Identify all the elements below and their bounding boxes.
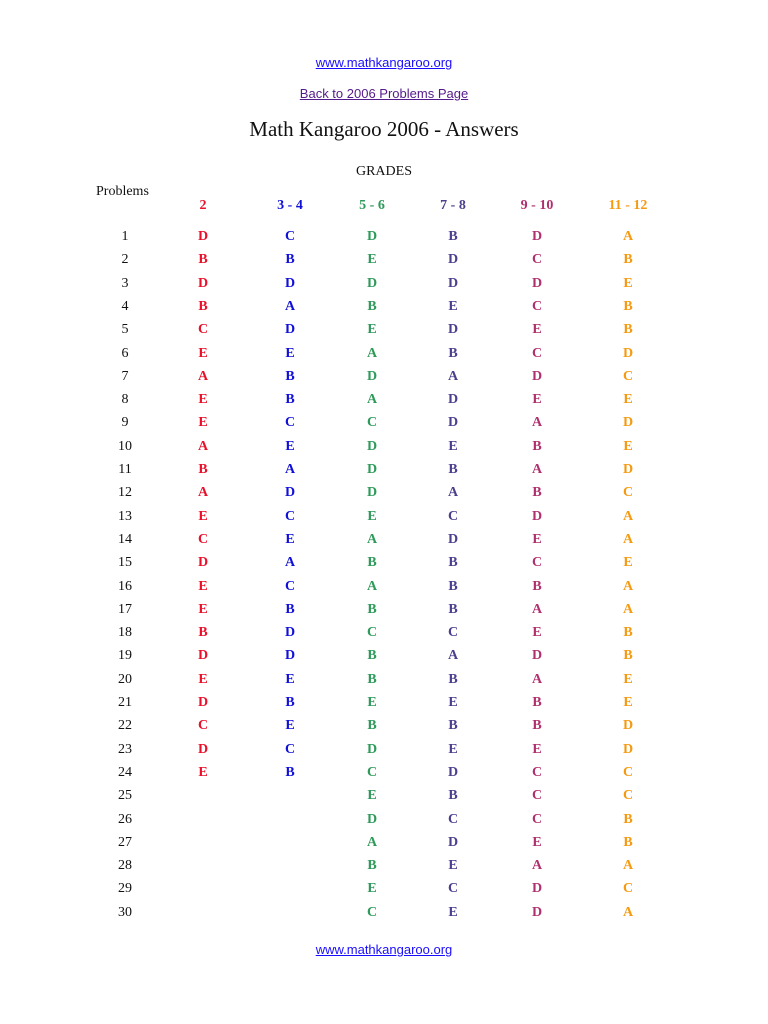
answer-cell: B — [367, 555, 377, 571]
answer-cell: C — [622, 881, 634, 897]
problem-number: 2 — [121, 252, 129, 268]
answer-cell: E — [623, 275, 633, 291]
answer-cell: B — [448, 601, 458, 617]
answer-cell: E — [448, 904, 458, 920]
answer-cell: C — [531, 811, 543, 827]
answer-cell: D — [284, 322, 296, 338]
answer-cell: A — [366, 345, 378, 361]
answer-cell: A — [197, 368, 209, 384]
answer-cell: E — [198, 671, 208, 687]
answer-cell: D — [197, 275, 209, 291]
answer-cell: A — [366, 392, 378, 408]
answer-cell: D — [197, 741, 209, 757]
answer-cell: E — [532, 392, 542, 408]
answer-cell: D — [366, 462, 378, 477]
answer-cell: B — [367, 718, 377, 734]
answer-cell: B — [448, 462, 458, 477]
answer-cell: D — [531, 275, 543, 291]
problem-number: 30 — [118, 904, 132, 920]
answer-cell: E — [532, 625, 542, 641]
answer-cell: B — [367, 858, 377, 874]
top-site-link[interactable]: www.mathkangaroo.org — [315, 55, 453, 70]
answer-cell: D — [622, 345, 634, 361]
problems-heading: Problems — [96, 184, 149, 199]
answer-cell: B — [448, 578, 458, 594]
answer-cell: C — [366, 625, 378, 641]
problem-number: 13 — [118, 508, 132, 524]
answer-cell: B — [285, 392, 295, 408]
answer-cell: B — [367, 671, 377, 687]
answer-cell: D — [197, 648, 209, 664]
problem-number: 14 — [118, 531, 132, 547]
grade-header: 5 - 6 — [359, 198, 385, 213]
answer-cell: E — [448, 741, 458, 757]
answer-cell: C — [197, 718, 209, 734]
answer-cell: D — [284, 485, 296, 501]
answer-cell: C — [531, 345, 543, 361]
answer-cell: B — [448, 671, 458, 687]
answer-cell: E — [367, 881, 377, 897]
answer-cell: E — [448, 695, 458, 710]
answer-cell: A — [622, 531, 634, 547]
answer-cell: C — [531, 555, 543, 571]
answer-cell: B — [448, 229, 458, 244]
answer-cell: B — [623, 298, 633, 314]
answer-cell: A — [284, 555, 296, 571]
answer-cell: B — [623, 625, 633, 641]
answer-cell: D — [366, 811, 378, 827]
problem-number: 23 — [118, 741, 132, 757]
answer-cell: A — [366, 834, 378, 850]
answer-cell: C — [622, 368, 634, 384]
answer-cell: D — [447, 252, 459, 268]
answer-cell: D — [197, 555, 209, 571]
answer-cell: A — [531, 462, 543, 477]
answer-cell: B — [448, 345, 458, 361]
answer-cell: D — [622, 718, 634, 734]
answer-cell: E — [285, 438, 295, 454]
answer-cell: B — [448, 788, 458, 804]
answer-cell: D — [366, 275, 378, 291]
answer-cell: E — [448, 298, 458, 314]
answer-cell: E — [448, 858, 458, 874]
answer-cell: B — [285, 695, 295, 710]
answer-cell: B — [285, 601, 295, 617]
answer-cell: C — [284, 578, 296, 594]
answer-cell: C — [622, 764, 634, 780]
answer-cell: B — [532, 438, 542, 454]
answer-cell: D — [622, 741, 634, 757]
answer-cell: E — [198, 578, 208, 594]
answer-cell: E — [623, 438, 633, 454]
page-title: Math Kangaroo 2006 - Answers — [249, 117, 519, 141]
answer-cell: A — [447, 368, 459, 384]
problem-number: 21 — [118, 695, 132, 710]
problem-number: 20 — [118, 671, 132, 687]
answer-cell: D — [622, 462, 634, 477]
answer-cell: A — [447, 485, 459, 501]
answer-cell: C — [284, 508, 296, 524]
answer-cell: C — [622, 788, 634, 804]
answer-cell: B — [448, 555, 458, 571]
problem-number: 7 — [121, 368, 129, 384]
answer-cell: B — [623, 648, 633, 664]
answer-cell: D — [531, 508, 543, 524]
answer-cell: C — [366, 904, 378, 920]
answer-cell: B — [532, 485, 542, 501]
problem-number: 5 — [121, 322, 129, 338]
answer-cell: A — [622, 229, 634, 244]
answer-cell: E — [623, 392, 633, 408]
answer-cell: B — [198, 462, 208, 477]
problem-number: 4 — [121, 298, 129, 314]
answer-cell: E — [198, 764, 208, 780]
answer-cell: E — [623, 671, 633, 687]
answer-cell: E — [198, 345, 208, 361]
answer-cell: C — [531, 298, 543, 314]
answer-cell: C — [284, 415, 296, 431]
answer-cell: D — [366, 485, 378, 501]
answer-cell: D — [531, 881, 543, 897]
answer-cell: C — [447, 811, 459, 827]
answer-cell: E — [285, 671, 295, 687]
problem-number: 8 — [121, 392, 129, 408]
answer-cell: E — [367, 322, 377, 338]
problem-number: 16 — [118, 578, 132, 594]
answer-cell: C — [447, 508, 459, 524]
answer-cell: B — [285, 764, 295, 780]
answer-cell: D — [447, 531, 459, 547]
problem-number: 28 — [118, 858, 132, 874]
answer-cell: C — [284, 741, 296, 757]
answer-cell: D — [447, 392, 459, 408]
answer-cell: D — [197, 695, 209, 710]
answer-cell: B — [623, 252, 633, 268]
grade-header: 9 - 10 — [520, 198, 554, 213]
answer-cell: C — [531, 764, 543, 780]
answer-cell: A — [622, 904, 634, 920]
answer-cell: A — [197, 485, 209, 501]
problem-number: 25 — [118, 788, 132, 804]
grade-header: 7 - 8 — [440, 198, 466, 213]
answer-cell: E — [198, 508, 208, 524]
problem-number: 22 — [118, 718, 132, 734]
problem-number: 24 — [118, 764, 132, 780]
answer-cell: E — [285, 718, 295, 734]
answer-cell: B — [623, 834, 633, 850]
grades-heading: GRADES — [355, 164, 412, 179]
answer-cell: B — [198, 252, 208, 268]
answer-cell: A — [447, 648, 459, 664]
answer-cell: D — [531, 904, 543, 920]
problem-number: 9 — [121, 415, 129, 431]
answer-cell: D — [284, 275, 296, 291]
back-to-problems-link[interactable]: Back to 2006 Problems Page — [299, 86, 469, 101]
answer-cell: C — [197, 531, 209, 547]
answer-cell: E — [367, 508, 377, 524]
answer-cell: D — [366, 368, 378, 384]
answer-cell: A — [622, 508, 634, 524]
answer-cell: E — [198, 601, 208, 617]
answer-cell: D — [447, 322, 459, 338]
answer-cell: C — [622, 485, 634, 501]
answer-cell: D — [284, 625, 296, 641]
problem-number: 17 — [118, 601, 132, 617]
answer-cell: E — [198, 415, 208, 431]
answer-cell: D — [531, 368, 543, 384]
answer-cell: E — [532, 322, 542, 338]
answer-cell: A — [531, 601, 543, 617]
answer-cell: B — [623, 811, 633, 827]
answer-cell: D — [531, 648, 543, 664]
answer-cell: B — [532, 718, 542, 734]
answer-cell: E — [285, 345, 295, 361]
problem-number: 6 — [121, 345, 129, 361]
answer-cell: A — [284, 462, 296, 477]
answer-cell: A — [284, 298, 296, 314]
problem-number: 29 — [118, 881, 132, 897]
answer-cell: D — [447, 764, 459, 780]
answer-cell: D — [366, 229, 378, 244]
answer-cell: A — [366, 531, 378, 547]
answer-cell: D — [447, 834, 459, 850]
answer-cell: B — [285, 368, 295, 384]
answer-cell: A — [531, 858, 543, 874]
answer-cell: B — [367, 298, 377, 314]
answer-cell: D — [284, 648, 296, 664]
answer-cell: E — [532, 741, 542, 757]
answer-cell: D — [366, 741, 378, 757]
answer-cell: E — [367, 695, 377, 710]
answer-cell: E — [285, 531, 295, 547]
answer-cell: B — [367, 601, 377, 617]
answer-cell: E — [532, 834, 542, 850]
answer-cell: C — [447, 881, 459, 897]
answer-cell: E — [367, 788, 377, 804]
answer-cell: E — [448, 438, 458, 454]
answer-cell: A — [622, 858, 634, 874]
answer-cell: D — [531, 229, 543, 244]
answer-cell: B — [198, 625, 208, 641]
answer-cell: C — [531, 252, 543, 268]
answer-cell: E — [623, 695, 633, 710]
problem-number: 27 — [118, 834, 132, 850]
answer-cell: A — [366, 578, 378, 594]
answer-cell: B — [532, 578, 542, 594]
grade-header: 2 — [199, 198, 207, 213]
problem-number: 15 — [118, 555, 132, 571]
answer-cell: E — [623, 555, 633, 571]
answer-cell: A — [622, 601, 634, 617]
answer-cell: A — [622, 578, 634, 594]
answer-cell: B — [198, 298, 208, 314]
answer-cell: A — [197, 438, 209, 454]
answer-cell: C — [531, 788, 543, 804]
answer-cell: B — [367, 648, 377, 664]
answer-cell: D — [197, 229, 209, 244]
answer-cell: B — [285, 252, 295, 268]
problem-number: 11 — [118, 462, 132, 477]
answer-cell: C — [284, 229, 296, 244]
answer-cell: B — [448, 718, 458, 734]
answer-cell: A — [531, 671, 543, 687]
problem-number: 1 — [121, 229, 129, 244]
problem-number: 12 — [118, 485, 132, 501]
answer-cell: D — [366, 438, 378, 454]
grade-header: 3 - 4 — [277, 198, 303, 213]
answer-cell: D — [447, 275, 459, 291]
problem-number: 10 — [118, 438, 132, 454]
problem-number: 3 — [121, 275, 129, 291]
answer-cell: E — [198, 392, 208, 408]
answer-cell: E — [367, 252, 377, 268]
answer-cell: E — [532, 531, 542, 547]
answer-cell: B — [623, 322, 633, 338]
grade-header: 11 - 12 — [608, 198, 648, 213]
answer-cell: D — [622, 415, 634, 431]
answer-cell: C — [366, 415, 378, 431]
answer-cell: C — [197, 322, 209, 338]
problem-number: 18 — [118, 625, 132, 641]
answer-cell: A — [531, 415, 543, 431]
bottom-site-link[interactable]: www.mathkangaroo.org — [315, 942, 453, 957]
answer-cell: D — [447, 415, 459, 431]
answer-cell: C — [366, 764, 378, 780]
problem-number: 19 — [118, 648, 132, 664]
answer-cell: C — [447, 625, 459, 641]
problem-number: 26 — [118, 811, 132, 827]
answer-cell: B — [532, 695, 542, 710]
